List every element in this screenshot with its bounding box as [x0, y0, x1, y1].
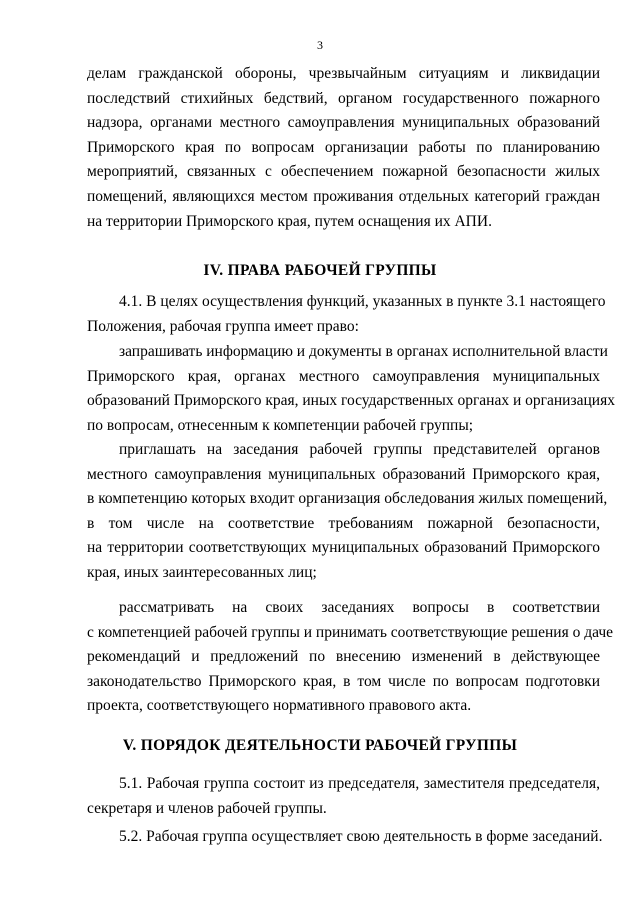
section4-paragraph-2: [87, 340, 615, 438]
paragraph-line: проекта, соответствующего нормативного правового акта.: [87, 697, 472, 715]
paragraph-line: Приморского края, органах местного самоуправления муниципальных: [87, 367, 600, 385]
section-heading-v: V. ПОРЯДОК ДЕЯТЕЛЬНОСТИ РАБОЧЕЙ ГРУППЫ: [122, 737, 518, 754]
section5-paragraph-2: [87, 825, 603, 850]
paragraph-line: последствий стихийных бедствий, органом государственного пожарного: [87, 89, 600, 107]
paragraph-line: по вопросам, отнесенным к компетенции рабочей группы;: [87, 416, 474, 434]
section5-paragraph-1: [87, 772, 600, 821]
paragraph-line: Положения, рабочая группа имеет право:: [87, 317, 359, 335]
paragraph-line: рассматривать на своих заседаниях вопросы в соответствии: [119, 599, 600, 616]
paragraph-line: с компетенцией рабочей группы и принимать соответствующие решения о даче: [87, 623, 614, 641]
section4-paragraph-1: [87, 290, 606, 339]
paragraph-line: на территории соответствующих муниципальных образований Приморского: [87, 539, 600, 557]
paragraph-line: 4.1. В целях осуществления функций, указанных в пункте 3.1 настоящего: [119, 293, 606, 310]
paragraph-line: мероприятий, связанных с обеспечением пожарной безопасности жилых: [87, 163, 600, 181]
paragraph-line: секретаря и членов рабочей группы.: [87, 799, 327, 817]
paragraph-line: законодательство Приморского края, в том числе по вопросам подготовки: [87, 672, 600, 690]
paragraph-line: местного самоуправления муниципальных образований Приморского края,: [87, 465, 600, 483]
paragraph-line: рекомендаций и предложений по внесению изменений в действующее: [87, 648, 600, 666]
top-paragraph: [87, 62, 600, 234]
paragraph-line: края, иных заинтересованных лиц;: [87, 563, 317, 581]
paragraph-line: на территории Приморского края, путем оснащения их АПИ.: [87, 212, 492, 230]
page-number: 3: [317, 38, 323, 52]
paragraph-line: помещений, являющихся местом проживания отдельных категорий граждан: [87, 187, 600, 205]
paragraph-line: 5.1. Рабочая группа состоит из председателя, заместителя председателя,: [119, 775, 600, 792]
paragraph-line: надзора, органами местного самоуправления муниципальных образований: [87, 114, 600, 132]
paragraph-line: в том числе на соответствие требованиям пожарной безопасности,: [87, 514, 600, 532]
paragraph-line: образований Приморского края, иных государственных органах и организациях: [87, 392, 615, 410]
paragraph-line: Приморского края по вопросам организации работы по планированию: [87, 138, 600, 156]
paragraph-line: приглашать на заседания рабочей группы представителей органов: [119, 441, 600, 458]
section4-paragraph-4: [87, 596, 614, 719]
section4-paragraph-3: [87, 438, 608, 586]
paragraph-line: запрашивать информацию и документы в органах исполнительной власти: [119, 343, 608, 360]
paragraph-line: 5.2. Рабочая группа осуществляет свою деятельность в форме заседаний.: [119, 828, 603, 845]
paragraph-line: в компетенцию которых входит организация обследования жилых помещений,: [87, 490, 608, 508]
section-heading-iv: IV. ПРАВА РАБОЧЕЙ ГРУППЫ: [203, 262, 437, 279]
paragraph-line: делам гражданской обороны, чрезвычайным ситуациям и ликвидации: [87, 65, 600, 82]
